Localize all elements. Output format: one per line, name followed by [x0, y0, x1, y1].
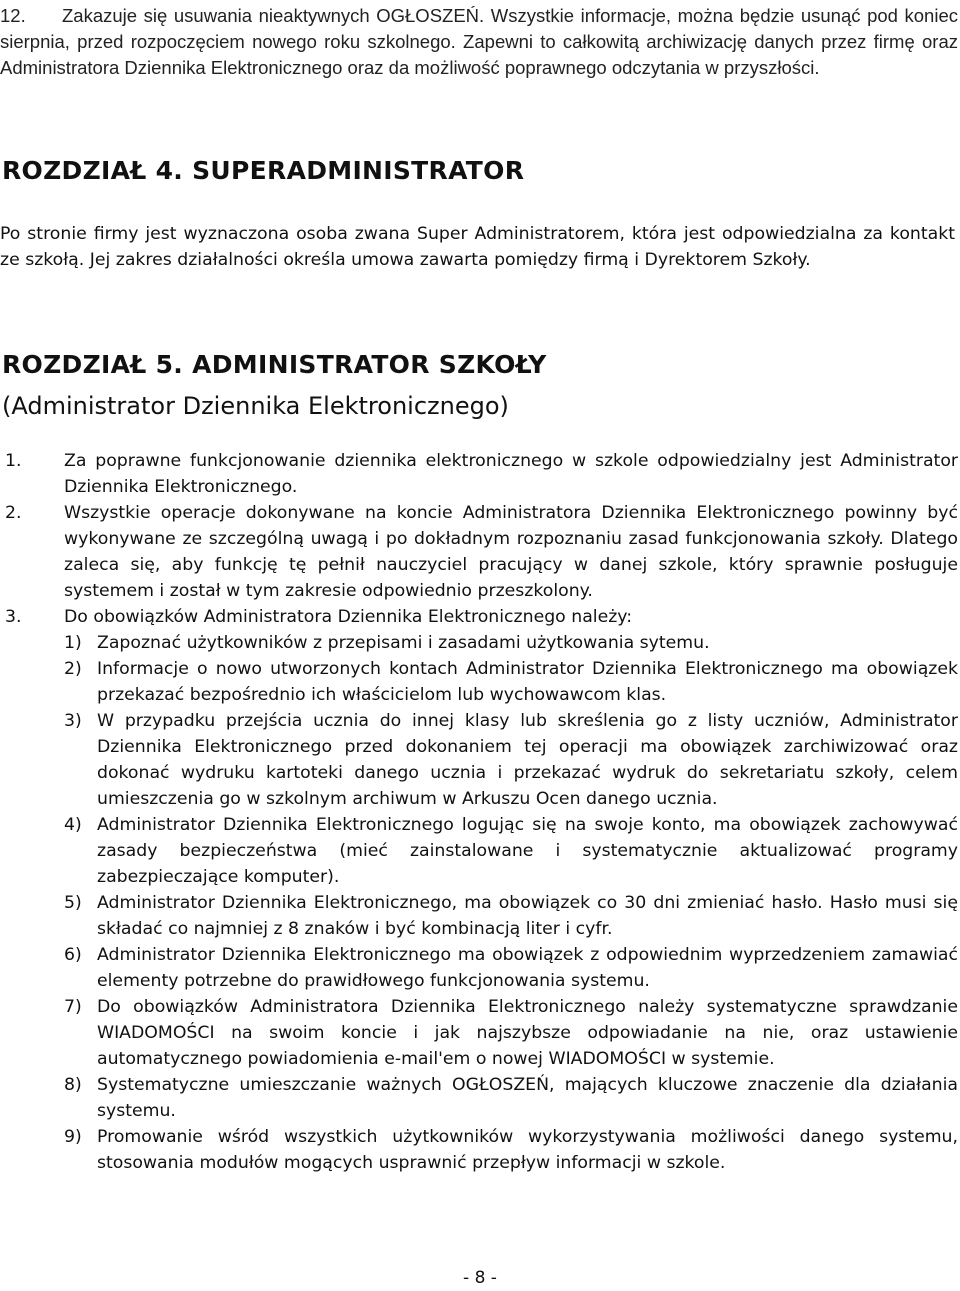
sub-item-text: Promowanie wśród wszystkich użytkowników wykorzystywania możliwości danego systemu, stosowania modułów mogących usprawnić przepływ informacji w szkole. — [97, 1127, 958, 1173]
item-text: Za poprawne funkcjonowanie dziennika elektronicznego w szkole odpowiedzialny jest Administrator Dziennika Elektronicznego. — [64, 451, 958, 497]
sub-item-number: 1) — [64, 633, 82, 653]
item-text: Zakazuje się usuwania nieaktywnych OGŁOSZEŃ. Wszystkie informacje, można będzie usunąć pod koniec sierpnia, przed rozpoczęciem nowego roku szkolnego. Zapewni to całkowitą archiwizację danych przez firmę oraz Administratora Dziennika Elektronicznego oraz da możliwość poprawnego odczytania w przyszłości. — [0, 5, 958, 78]
sub-list-item — [0, 812, 958, 890]
chapter-5-heading: ROZDZIAŁ 5. ADMINISTRATOR SZKOŁY — [2, 350, 547, 379]
sub-list-item — [0, 942, 958, 994]
list-item-12 — [0, 3, 958, 81]
sub-list-item — [0, 1072, 958, 1124]
sub-item-text: Administrator Dziennika Elektronicznego ma obowiązek z odpowiednim wyprzedzeniem zamawiać elementy potrzebne do prawidłowego funkcjonowania systemu. — [97, 945, 958, 991]
sub-item-text: Administrator Dziennika Elektronicznego logując się na swoje konto, ma obowiązek zachowywać zasady bezpieczeństwa (mieć zainstalowane i systematycznie aktualizować programy zabezpieczające komputer). — [97, 815, 958, 887]
sub-item-number: 4) — [64, 815, 82, 835]
sub-item-number: 8) — [64, 1075, 82, 1095]
list-item — [0, 604, 958, 630]
chapter-5-subheading: (Administrator Dziennika Elektronicznego) — [2, 392, 509, 420]
item-text: Wszystkie operacje dokonywane na koncie Administratora Dziennika Elektronicznego powinny być wykonywane ze szczególną uwagą i po dokładnym rozpoznaniu zasad funkcjonowania szkoły. Dlatego zaleca się, aby funkcję tę pełnił nauczyciel pracujący w danej szkole, który sprawnie posługuje systemem i został w tym zakresie odpowiednio przeszkolony. — [64, 503, 958, 601]
list-item — [0, 500, 958, 604]
item-number: 2. — [5, 503, 22, 523]
item-number: 3. — [5, 607, 22, 627]
item-text: Do obowiązków Administratora Dziennika Elektronicznego należy: — [64, 607, 633, 627]
item-number: 1. — [5, 451, 22, 471]
sub-list-item — [0, 994, 958, 1072]
sub-list-item — [0, 708, 958, 812]
item-number: 12. — [0, 5, 26, 26]
sub-item-number: 6) — [64, 945, 82, 965]
sub-item-number: 3) — [64, 711, 82, 731]
sub-item-text: Zapoznać użytkowników z przepisami i zasadami użytkowania sytemu. — [97, 633, 710, 653]
sub-item-number: 7) — [64, 997, 82, 1017]
sub-item-text: Systematyczne umieszczanie ważnych OGŁOSZEŃ, mających kluczowe znaczenie dla działania systemu. — [97, 1075, 958, 1121]
sub-item-text: W przypadku przejścia ucznia do innej klasy lub skreślenia go z listy uczniów, Administrator Dziennika Elektronicznego przed dokonaniem tej operacji ma obowiązek zarchiwizować oraz dokonać wydruku kartoteki danego ucznia i przekazać wydruk do sekretariatu szkoły, celem umieszczenia go w szkolnym archiwum w Arkuszu Ocen danego ucznia. — [97, 711, 958, 809]
sub-item-text: Do obowiązków Administratora Dziennika Elektronicznego należy systematyczne sprawdzanie WIADOMOŚCI na swoim koncie i jak najszybsze odpowiadanie na nie, oraz ustawienie automatycznego powiadomienia e-mail'em o nowej WIADOMOŚCI w systemie. — [97, 997, 958, 1069]
sub-list-item — [0, 890, 958, 942]
list-item — [0, 448, 958, 500]
sub-item-text: Informacje o nowo utworzonych kontach Administrator Dziennika Elektronicznego ma obowiązek przekazać bezpośrednio ich właścicielom lub wychowawcom klas. — [97, 659, 958, 705]
sub-item-number: 5) — [64, 893, 82, 913]
sub-item-text: Administrator Dziennika Elektronicznego, ma obowiązek co 30 dni zmieniać hasło. Hasło musi się składać co najmniej z 8 znaków i być kombinacją liter i cyfr. — [97, 893, 958, 939]
sub-list-item — [0, 656, 958, 708]
sub-list-item — [0, 630, 958, 656]
sub-item-number: 2) — [64, 659, 82, 679]
chapter-4-heading: ROZDZIAŁ 4. SUPERADMINISTRATOR — [2, 156, 525, 185]
page-number: - 8 - — [463, 1268, 497, 1288]
chapter-4-paragraph: Po stronie firmy jest wyznaczona osoba zwana Super Administratorem, która jest odpowiedzialna za kontakt ze szkołą. Jej zakres działalności określa umowa zawarta pomiędzy firmą i Dyrektorem Szkoły. — [0, 224, 955, 270]
sub-list-item — [0, 1124, 958, 1176]
sub-item-number: 9) — [64, 1127, 82, 1147]
duties-list — [0, 448, 958, 1176]
